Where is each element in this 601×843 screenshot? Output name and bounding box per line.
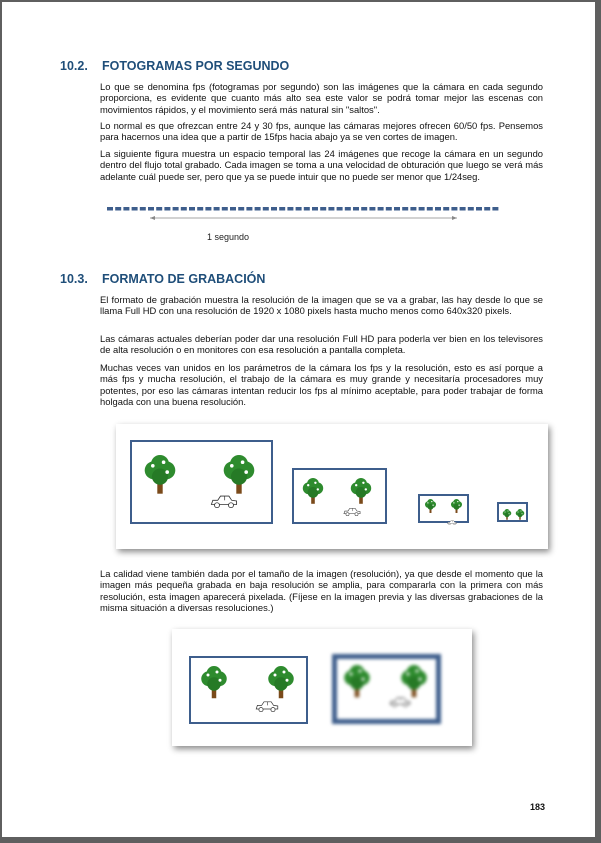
frame-dash [476, 207, 482, 211]
section-title: FOTOGRAMAS POR SEGUNDO [102, 59, 290, 73]
frame-dash [189, 207, 195, 211]
frame-dash [214, 207, 220, 211]
tree-figure [199, 666, 229, 704]
car-figure [210, 494, 238, 514]
tree-figure [342, 665, 372, 703]
frame-dash [107, 207, 113, 211]
tree-figure [515, 507, 525, 525]
tree-icon [349, 478, 373, 504]
tree-figure [301, 478, 325, 509]
frame-dash [468, 207, 474, 211]
paragraph: La calidad viene también dada por el tamaño de la imagen (resolución), ya que desde el momento que la imagen más pequeña grabada en baja resolución se amplia, para compararla con la primera con más resolución, esta imagen aparecerá pixelada. (Fíjese en la imagen previa y las diversas grabaciones de la misma situación a diversas resoluciones.) [100, 568, 543, 613]
frame-dash [328, 207, 334, 211]
paragraph: Lo que se denomina fps (fotogramas por segundo) son las imágenes que la cámara en cada segundo proporciona, es evidente que cuanto más alto sea este valor se podrá tomar mejor las escenas con movimientos rápidos, y el movimiento será más natural sin "saltos". [100, 81, 543, 115]
frame-dash [484, 207, 490, 211]
frame-dash [238, 207, 244, 211]
frame-dash [222, 207, 228, 211]
frame-dash [164, 207, 170, 211]
frame-dash [427, 207, 433, 211]
tree-icon [424, 499, 437, 513]
frame-dash [492, 207, 498, 211]
frame-dash [246, 207, 252, 211]
tree-icon [399, 665, 429, 698]
tree-figure [424, 499, 437, 518]
tree-figure [266, 666, 296, 704]
frame-medium [292, 468, 387, 524]
section-number: 10.2. [60, 59, 88, 73]
frame-dash [345, 207, 351, 211]
tree-icon [342, 665, 372, 698]
frame-dash [173, 207, 179, 211]
frame-dash [140, 207, 146, 211]
frame-small [418, 494, 469, 523]
frame-dash [156, 207, 162, 211]
car-icon [447, 520, 457, 526]
frame-dash [386, 207, 392, 211]
tree-figure [502, 507, 512, 525]
paragraph: El formato de grabación muestra la resolución de la imagen que se va a grabar, las hay desde lo que se llama Full HD con una resolución de 1920 x 1080 pixels hasta mucho menos como 640x320 pixels. [100, 294, 543, 317]
tree-icon [515, 509, 525, 520]
car-figure [255, 700, 279, 718]
frame-dash [132, 207, 138, 211]
tree-icon [266, 666, 296, 699]
frame-dash [460, 207, 466, 211]
section-title: FORMATO DE GRABACIÓN [102, 272, 266, 286]
tree-icon [199, 666, 229, 699]
pixelation-comparison-figure [172, 629, 472, 746]
frame-dash [353, 207, 359, 211]
frame-dash [230, 207, 236, 211]
car-figure [343, 504, 361, 522]
frame-dash [435, 207, 441, 211]
arrow-right-icon [452, 216, 457, 220]
frame-dash [369, 207, 375, 211]
frame-dash [181, 207, 187, 211]
frame-dash [197, 207, 203, 211]
frame-dash [263, 207, 269, 211]
section-number: 10.3. [60, 272, 88, 286]
timeline-caption: 1 segundo [207, 232, 250, 242]
section-heading-fps [60, 59, 289, 73]
frame-dash [443, 207, 449, 211]
frames-timeline-figure [102, 204, 507, 224]
frame-dash [271, 207, 277, 211]
paragraph: Muchas veces van unidos en los parámetros de la cámara los fps y la resolución, esto es así porque a más fps y mucha resolución, el trabajo de la cámara es muy grande y necesitaría procesadores muy potentes, por eso las cámaras intentan reducir los fps al mínimo aceptable, para poder trabajar de forma holgada con una buena resolución. [100, 362, 543, 407]
frame-dash [337, 207, 343, 211]
tree-figure [142, 455, 178, 500]
tree-icon [502, 509, 512, 520]
car-icon [389, 696, 411, 708]
arrow-left-icon [150, 216, 155, 220]
frame-dash [304, 207, 310, 211]
frame-dash [320, 207, 326, 211]
resolution-sizes-figure [116, 424, 548, 549]
frame-dash [402, 207, 408, 211]
page-number: 183 [530, 802, 546, 812]
frame-dash [279, 207, 285, 211]
frame-dash [451, 207, 457, 211]
frame-dash [296, 207, 302, 211]
tree-icon [301, 478, 325, 504]
frame-tiny [497, 502, 528, 522]
paragraph: Las cámaras actuales deberían poder dar una resolución Full HD para poderla ver bien en los televisores de alta resolución o en monitores con esa resolución a pantalla completa. [100, 333, 543, 356]
frame-dash [361, 207, 367, 211]
frame-dash [123, 207, 129, 211]
paragraph: Lo normal es que ofrezcan entre 24 y 30 fps, aunque las cámaras mejores ofrecen 60/50 fps. Pensemos para hacernos una idea que a partir de 15fps hacia abajo ya se ven cortes de imagen. [100, 120, 543, 143]
frame-high-resolution [189, 656, 308, 724]
car-figure [447, 512, 457, 530]
paragraph: La siguiente figura muestra un espacio temporal las 24 imágenes que recoge la cámara en un segundo dentro del flujo total grabado. Cada imagen se toma a una velocidad de obturación que luego se verá más adelante cuál puede ser, pero que ya se puede intuir que no puede ser menor que 1/24seg. [100, 148, 543, 182]
frame-dash [410, 207, 416, 211]
frame-full-hd [130, 440, 273, 524]
frame-dash-strip [107, 207, 498, 211]
frame-dash [312, 207, 318, 211]
frame-dash [394, 207, 400, 211]
tree-figure [221, 455, 257, 500]
tree-icon [142, 455, 178, 495]
frame-dash [419, 207, 425, 211]
frame-dash [115, 207, 121, 211]
frame-dash [205, 207, 211, 211]
frame-dash [287, 207, 293, 211]
car-figure [389, 695, 411, 713]
frame-dash [148, 207, 154, 211]
car-icon [343, 507, 361, 517]
section-heading-recording-format [60, 272, 265, 286]
frame-dash [255, 207, 261, 211]
document-page [2, 2, 595, 837]
tree-icon [221, 455, 257, 495]
car-icon [210, 494, 238, 509]
car-icon [255, 700, 279, 713]
frame-pixelated [332, 654, 441, 724]
frame-dash [378, 207, 384, 211]
